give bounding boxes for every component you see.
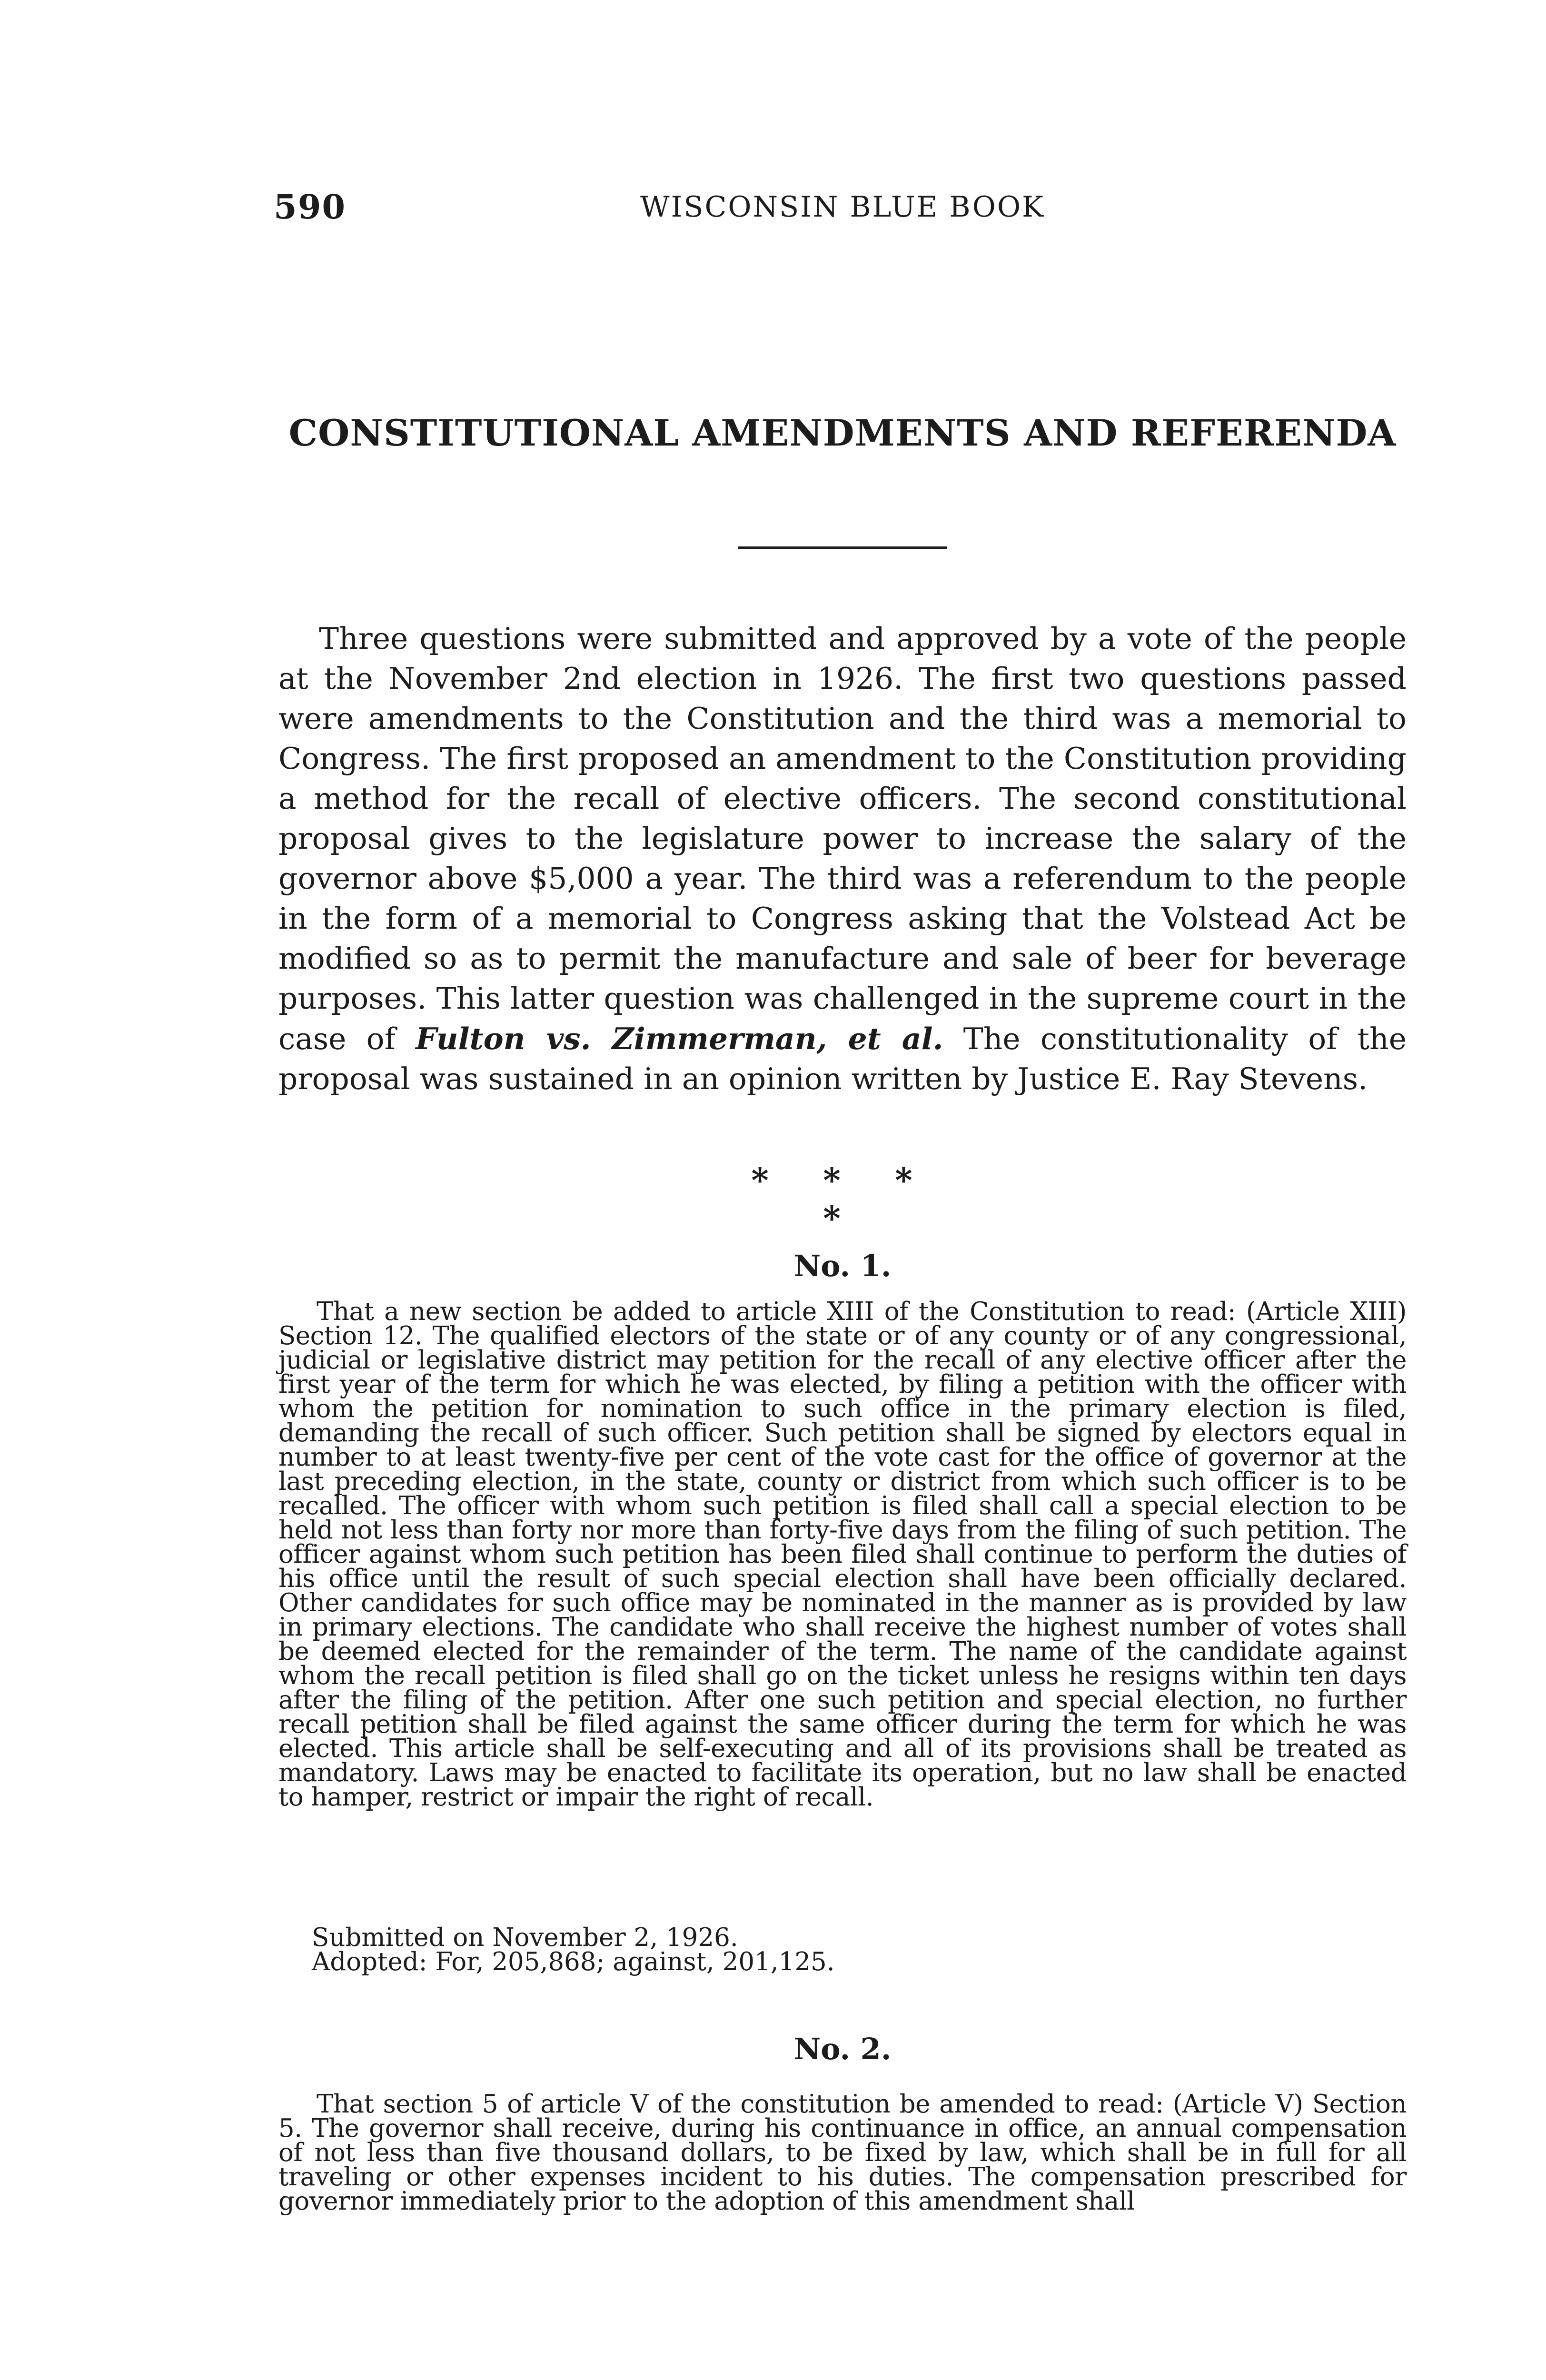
running-title: WISCONSIN BLUE BOOK (640, 190, 1045, 224)
amendment-1-submitted: Submitted on November 2, 1926. (312, 1923, 738, 1952)
intro-text-part2: The constitutionality of the proposal was sustained in an opinion written by Justice E. Ray Stevens. (278, 1021, 1407, 1096)
title-divider (738, 546, 947, 549)
amendment-2-text: That section 5 of article V of the constitution be amended to read: (Article V) Section 5. The governor shall receive, during his continuance in office, an annual compensation of not less than five thousand dollars, to be fixed by law, which shall be in full for all traveling or other expenses incident to his duties. The compensation prescribed for governor immediately prior to the adoption of this amendment shall (278, 2090, 1407, 2216)
case-name: Fulton vs. Zimmerman, et al. (416, 1021, 943, 1056)
page-number: 590 (274, 187, 347, 227)
amendment-1-text: That a new section be added to article XIII of the Constitution to read: (Article XIII) Section 12. The qualified electors of the state or of any county or of any congressional, judicial or legislative district may petition for the recall of any elective officer after the first year of the term for which he was elected, by filing a petition with the officer with whom the petition for nomination to such office in the primary election is filed, demanding the recall of such officer. Such petition shall be signed by electors equal in number to at least twenty-five per cent of the vote cast for the office of governor at the last preceding election, in the state, county or district from which such officer is to be recalled. The officer with whom such petition is filed shall call a special election to be held not less than forty nor more than forty-five days from the filing of such petition. The officer against whom such petition has been filed shall continue to perform the duties of his office until the result of such special election shall have been officially declared. Other candidates for such office may be nominated in the manner as is provided by law in primary elections. The candidate who shall receive the highest number of votes shall be deemed elected for the remainder of the term. The name of the candidate against whom the recall petition is filed shall go on the ticket unless he resigns within ten days after the filing of the petition. After one such petition and special election, no further recall petition shall be filed against the same officer during the term for which he was elected. This article shall be self-executing and all of its provisions shall be treated as mandatory. Laws may be enacted to facilitate its operation, but no law shall be enacted to hamper, restrict or impair the right of recall. (278, 1297, 1407, 1812)
intro-text-part1: Three questions were submitted and approved by a vote of the people at the November 2nd election in 1926. The first two questions passed were amendments to the Constitution and the third was a memorial to Congress. The first proposed an amendment to the Constitution providing a method for the recall of elective officers. The second constitutional proposal gives to the legislature power to increase the salary of the governor above $5,000 a year. The third was a referendum to the people in the form of a memorial to Congress asking that the Volstead Act be modified so as to permit the manufacture and sale of beer for beverage purposes. This latter question was challenged in the supreme court in the case of (278, 621, 1407, 1056)
amendment-1-heading: No. 1. (793, 1249, 892, 1283)
running-header (274, 181, 1411, 233)
amendment-1-adopted: Adopted: For, 205,868; against, 201,125. (312, 1947, 835, 1976)
page-title: CONSTITUTIONAL AMENDMENTS AND REFERENDA (288, 412, 1397, 454)
amendment-2-heading: No. 2. (793, 2032, 892, 2066)
section-separator: * * * * (751, 1160, 934, 1238)
intro-paragraph (278, 619, 1407, 1099)
